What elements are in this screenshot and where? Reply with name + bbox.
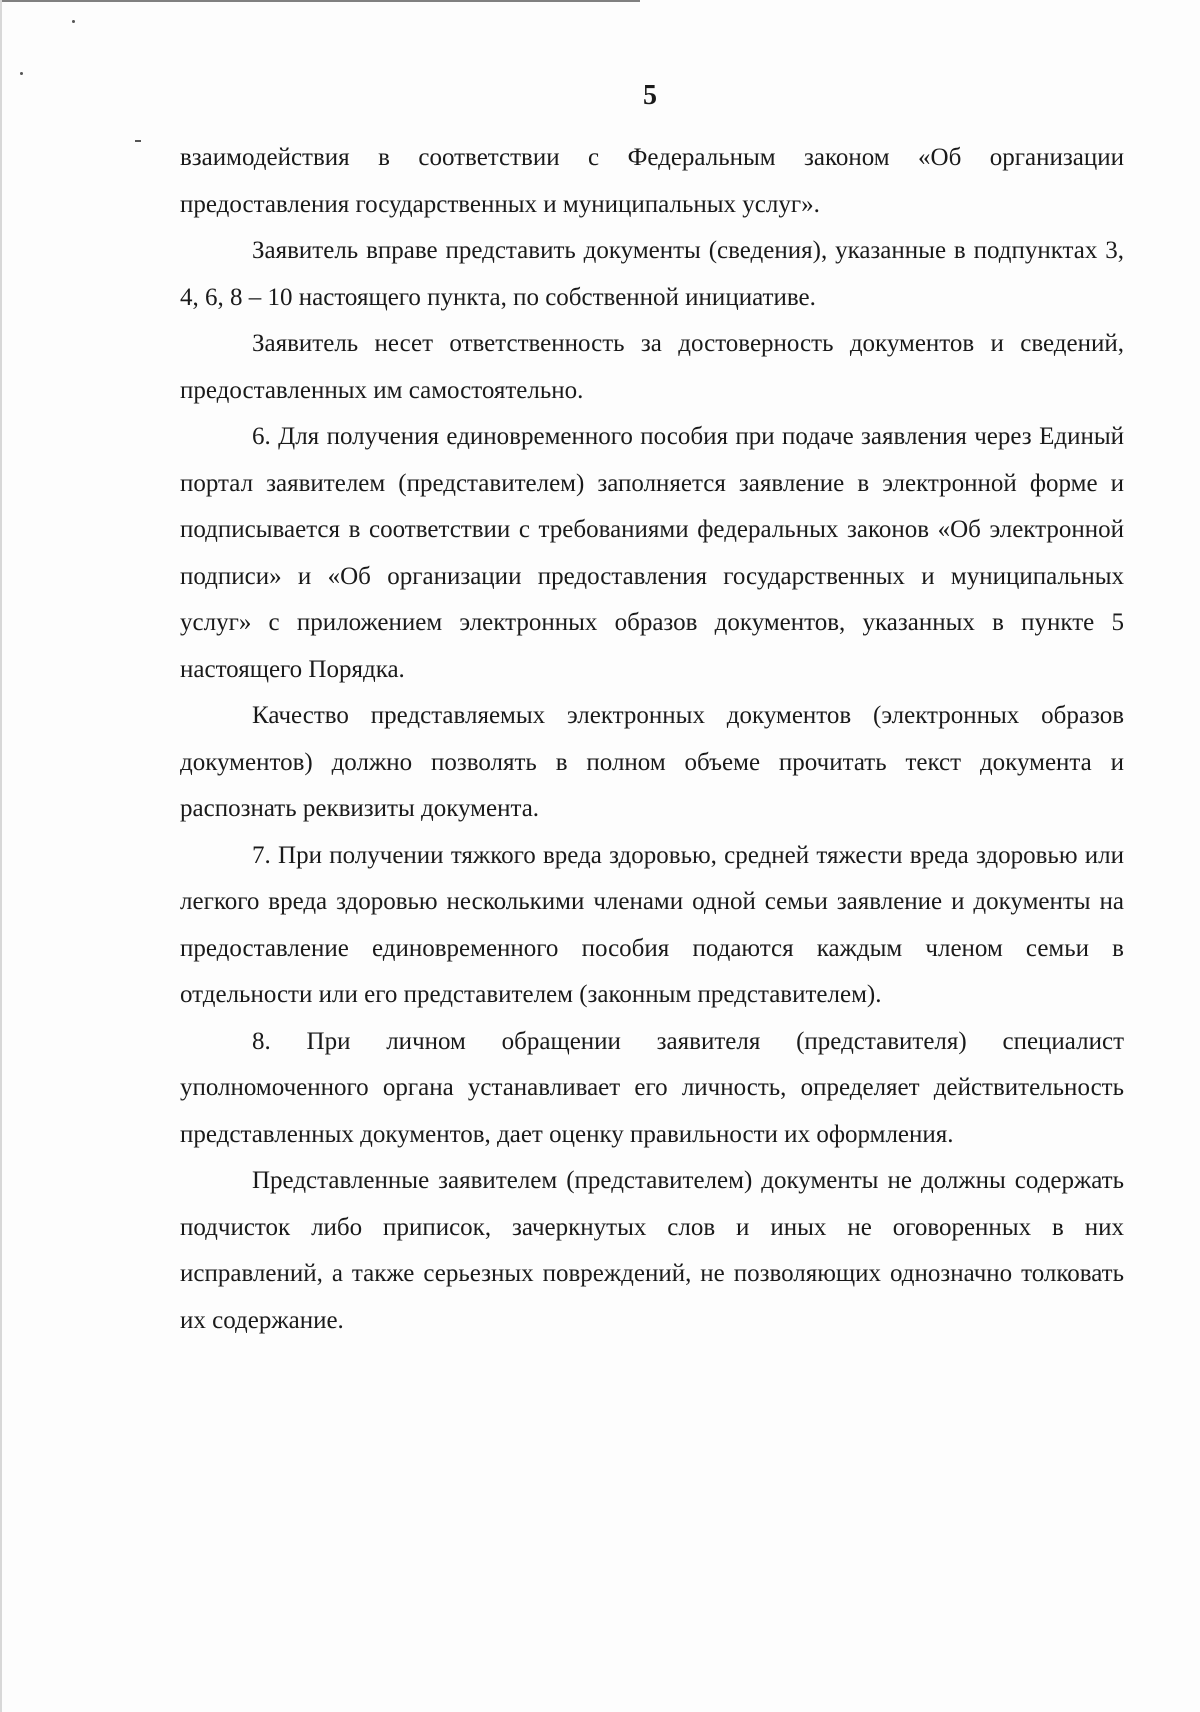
paragraph: 6. Для получения единовременного пособия при подаче заявления через Единый портал заявителем (представителем) заполняется заявление в электронной форме и подписывается в соответствии с требованиями федеральных законов «Об электронной подписи» и «Об организации предоставления государственных и муниципальных услуг» с приложением электронных образов документов, указанных в пункте 5 настоящего Порядка. [180, 423, 1124, 683]
scan-speck [135, 140, 141, 142]
paragraph: 7. При получении тяжкого вреда здоровью, средней тяжести вреда здоровью или легкого вреда здоровью несколькими членами одной семьи заявление и документы на предоставление единовременного пособия подаются каждым членом семьи в отдельности или его представителем (законным представителем). [180, 841, 1124, 1008]
document-body [180, 135, 1124, 1344]
paragraph: 8. При личном обращении заявителя (представителя) специалист уполномоченного органа устанавливает его личность, определяет действительность представленных документов, дает оценку правильности их оформления. [180, 1027, 1124, 1148]
scan-speck [72, 20, 75, 23]
paragraph: взаимодействия в соответствии с Федеральным законом «Об организации предоставления государственных и муниципальных услуг». [180, 144, 1124, 218]
scan-edge-line [0, 0, 640, 2]
scan-left-edge [0, 0, 2, 1712]
page-number: 5 [643, 80, 657, 111]
paragraph: Представленные заявителем (представителем) документы не должны содержать подчисток либо приписок, зачеркнутых слов и иных не оговоренных в них исправлений, а также серьезных повреждений, не позволяющих однозначно толковать их содержание. [180, 1167, 1124, 1334]
scan-speck [20, 72, 23, 75]
paragraph: Качество представляемых электронных документов (электронных образов документов) должно позволять в полном объеме прочитать текст документа и распознать реквизиты документа. [180, 702, 1124, 822]
paragraph: Заявитель несет ответственность за достоверность документов и сведений, предоставленных им самостоятельно. [180, 330, 1124, 404]
paragraph: Заявитель вправе представить документы (сведения), указанные в подпунктах 3, 4, 6, 8 – 10 настоящего пункта, по собственной инициативе. [180, 237, 1124, 311]
